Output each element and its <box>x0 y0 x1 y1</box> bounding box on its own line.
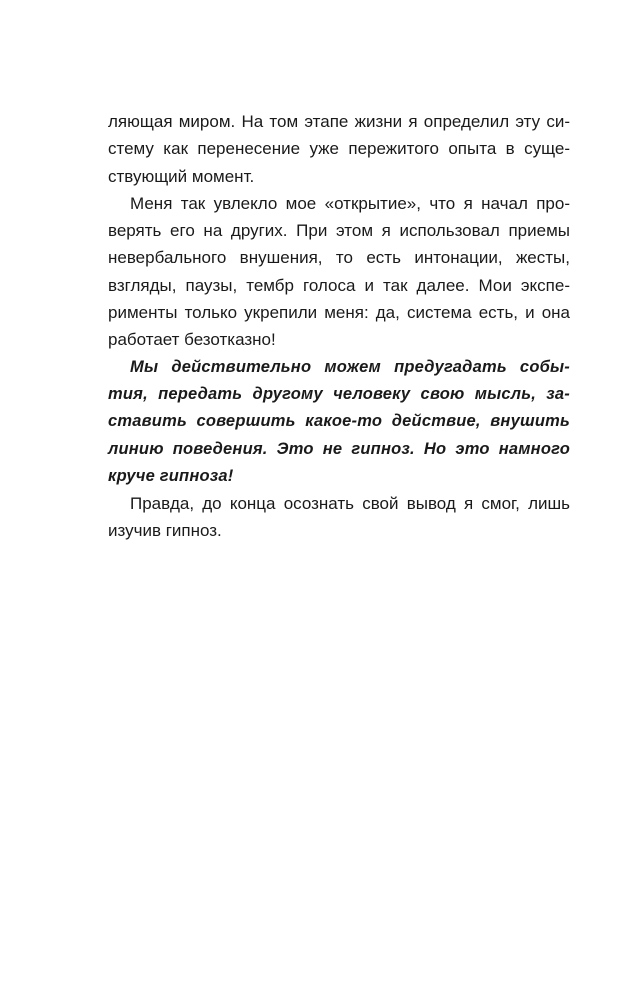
text-line: невербального внушения, то есть интонации, жесты, <box>108 248 570 268</box>
emphasis-line: линию поведения. Это не гипноз. Но это намного <box>108 439 570 458</box>
text-line: верять его на других. При этом я использовал приемы <box>108 221 570 241</box>
text-line: взгляды, паузы, тембр голоса и так далее. Мои экспе- <box>108 275 570 295</box>
text-line: рименты только укрепили меня: да, система есть, и она <box>108 303 570 323</box>
paragraph-2 <box>108 190 570 354</box>
text-line: ляющая миром. На том этапе жизни я определил эту си- <box>108 112 570 131</box>
text-line: ствующий момент. <box>108 166 255 186</box>
paragraph-3-emphasis <box>108 354 570 490</box>
text-line: стему как перенесение уже пережитого опыта в суще- <box>108 139 570 159</box>
emphasis-line: ставить совершить какое-то действие, внушить <box>108 412 570 431</box>
text-line: работает безотказно! <box>108 330 276 350</box>
text-line: Правда, до конца осознать свой вывод я смог, лишь <box>130 494 570 514</box>
text-line: Меня так увлекло мое «открытие», что я начал про- <box>130 193 570 213</box>
paragraph-4 <box>108 490 570 545</box>
emphasis-line: тия, передать другому человеку свою мысль, за- <box>108 384 570 403</box>
text-line: изучив гипноз. <box>108 521 222 541</box>
page-text <box>108 108 570 545</box>
paragraph-1 <box>108 108 570 190</box>
emphasis-line: круче гипноза! <box>108 466 234 485</box>
emphasis-line: Мы действительно можем предугадать собы- <box>130 357 570 376</box>
